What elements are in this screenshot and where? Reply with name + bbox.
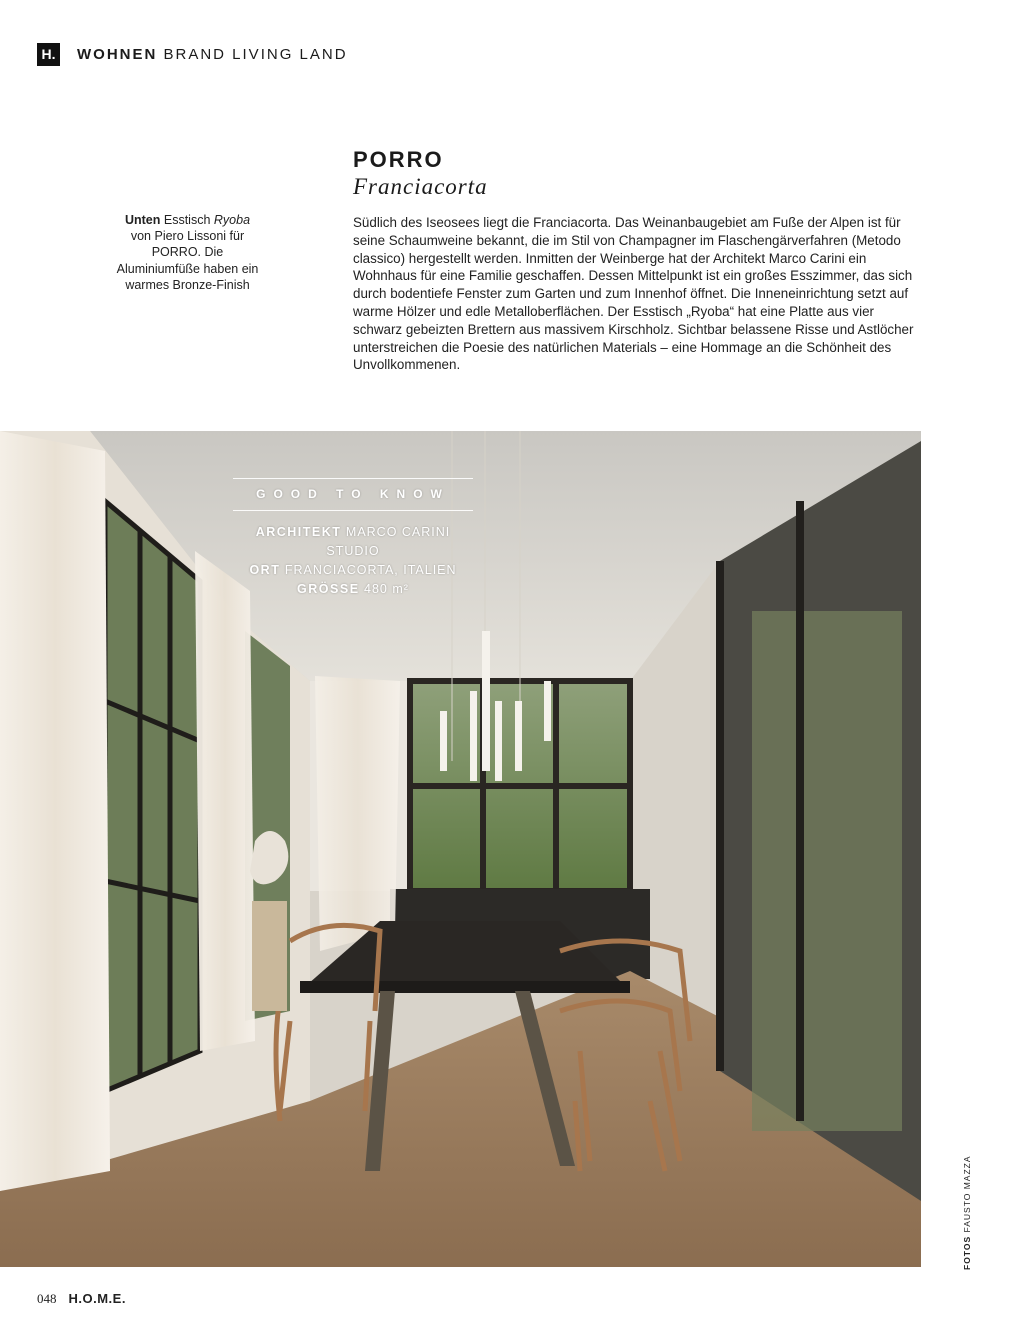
caption-lead: Unten — [124, 213, 161, 227]
caption-product: Ryoba — [213, 213, 251, 227]
gtk-rows — [233, 523, 473, 599]
gtk-title: GOOD TO KNOW — [256, 487, 450, 501]
credit-name: FAUSTO MAZZA — [962, 1155, 972, 1233]
gtk-label: ORT — [249, 563, 281, 577]
magazine-name: H.O.M.E. — [68, 1291, 126, 1306]
section-name: WOHNEN — [77, 45, 158, 63]
article-body: Südlich des Iseosees liegt die Franciacorta. Das Weinanbaugebiet am Fuße der Alpen ist für seine Schaumweine bekannt, die im Stil von Champagner im Flaschengärverfahren (Metodo classico) hergestellt werden. Inmitten der Weinberge hat der Architekt Marco Carini ein Wohnhaus für eine Familie geschaffen. Dessen Mittelpunkt ist ein großes Esszimmer, das sich durch bodentiefe Fenster zum Garten und zum Innenhof öffnet. Die Inneneinrichtung setzt auf warme Hölzer und edle Metalloberflächen. Der Esstisch „Ryoba“ hat eine Platte aus vier schwarz gebeizten Brettern aus massivem Kirschholz. Sichtbar belassene Risse und Astlöcher unterstreichen die Poesie des natürlichen Materials – eine Hommage an die Schönheit des Unvollkommenen. — [353, 215, 914, 373]
page-number: 048 — [37, 1291, 57, 1306]
page-header — [37, 42, 348, 66]
credit-label: FOTOS — [962, 1235, 972, 1270]
caption-text-2: von Piero Lissoni für PORRO. Die Aluminiumfüße haben ein warmes Bronze-Finish — [116, 229, 259, 292]
page-footer — [37, 1291, 126, 1307]
article-brand: PORRO — [353, 147, 444, 172]
article-location: Franciacorta — [353, 174, 488, 199]
gtk-row — [233, 580, 473, 599]
section-title — [77, 46, 348, 63]
gtk-label: ARCHITEKT — [255, 525, 342, 539]
gtk-label: GRÖSSE — [297, 582, 360, 596]
gtk-bottom-rule — [233, 510, 473, 511]
gtk-value: FRANCIACORTA, ITALIEN — [284, 563, 457, 577]
subsection-name: BRAND LIVING LAND — [163, 45, 348, 63]
good-to-know-box — [233, 478, 473, 599]
image-caption — [115, 212, 260, 293]
photo-credit — [962, 1155, 972, 1270]
gtk-value: 480 m² — [364, 582, 409, 596]
magazine-logo: H. — [37, 43, 60, 66]
gtk-row — [233, 561, 473, 580]
gtk-row — [233, 523, 473, 561]
caption-text-1: Esstisch — [160, 213, 214, 227]
gtk-value: MARCO CARINI STUDIO — [326, 525, 451, 558]
